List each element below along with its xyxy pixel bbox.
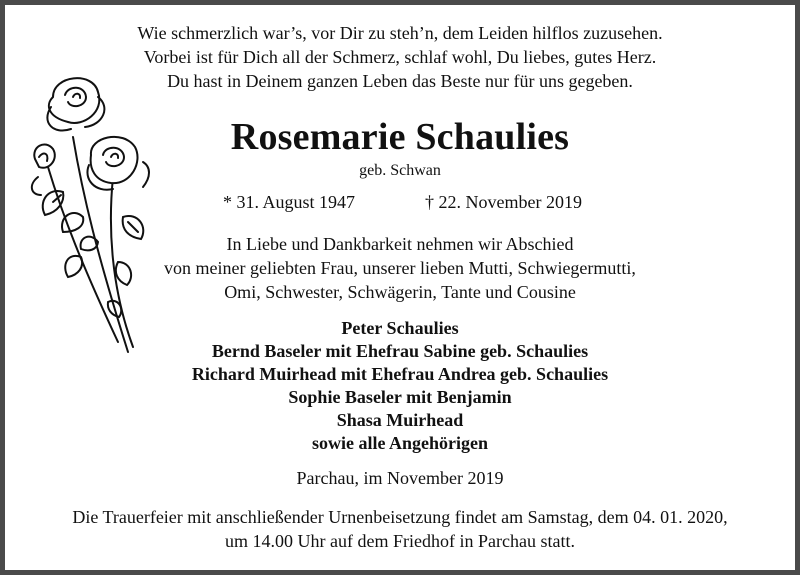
farewell-line-3: Omi, Schwester, Schwägerin, Tante und Cousine <box>224 282 576 302</box>
poem-line-1: Wie schmerzlich war’s, vor Dir zu steh’n, dem Leiden hilflos zuzusehen. <box>137 23 663 43</box>
family-line-6: sowie alle Angehörigen <box>312 433 488 453</box>
farewell-line-1: In Liebe und Dankbarkeit nehmen wir Abschied <box>226 234 574 254</box>
funeral-line-2: um 14.00 Uhr auf dem Friedhof in Parchau statt. <box>225 531 575 551</box>
death-date: † 22. November 2019 <box>425 192 582 212</box>
birth-date: * 31. August 1947 <box>223 192 356 212</box>
family-line-4: Sophie Baseler mit Benjamin <box>288 387 512 407</box>
family-line-5: Shasa Muirhead <box>336 410 464 430</box>
family-line-1: Peter Schaulies <box>341 318 459 338</box>
birth-name: geb. Schwan <box>359 162 441 179</box>
farewell-line-2: von meiner geliebten Frau, unserer lieben Mutti, Schwiegermutti, <box>164 258 636 278</box>
poem-line-2: Vorbei ist für Dich all der Schmerz, schlaf wohl, Du liebes, gutes Herz. <box>143 47 657 67</box>
funeral-line-1: Die Trauerfeier mit anschließender Urnenbeisetzung findet am Samstag, dem 04. 01. 2020, <box>72 507 728 527</box>
family-line-3: Richard Muirhead mit Ehefrau Andrea geb. Schaulies <box>191 364 609 384</box>
family-line-2: Bernd Baseler mit Ehefrau Sabine geb. Schaulies <box>211 341 589 361</box>
rose-bouquet-icon <box>23 67 153 357</box>
deceased-name: Rosemarie Schaulies <box>230 116 570 158</box>
place-date: Parchau, im November 2019 <box>296 468 504 488</box>
poem-line-3: Du hast in Deinem ganzen Leben das Beste nur für uns gegeben. <box>167 71 633 91</box>
